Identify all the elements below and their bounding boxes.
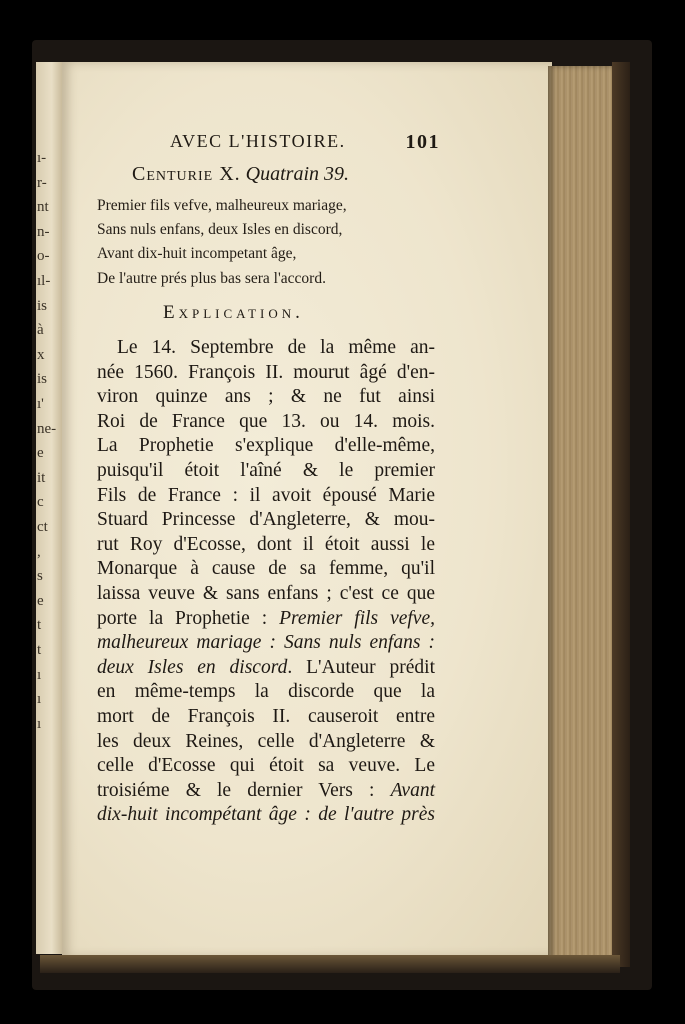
facing-page-fragment: t	[37, 642, 42, 658]
body-line: celle d'Ecosse qui étoit sa veuve. Le	[97, 755, 435, 777]
facing-page-fragment: nt	[37, 199, 49, 216]
quoted-verse: Premier fils vefve,	[279, 607, 435, 629]
body-line: en même-temps la discorde que la	[97, 681, 435, 703]
body-line: les deux Reines, celle d'Angleterre &	[97, 730, 435, 752]
facing-page-fragment: r-	[37, 174, 47, 191]
body-line	[97, 780, 435, 802]
explication-heading: Explication.	[163, 302, 304, 323]
facing-page-fragment: ı	[37, 691, 42, 708]
facing-page-fragment: e	[37, 445, 44, 462]
facing-page-fragment: ı	[37, 715, 42, 732]
body-text: troisiéme & le dernier Vers :	[97, 779, 391, 801]
facing-page-fragment: o-	[37, 248, 50, 265]
body-line: née 1560. François II. mourut âgé d'en-	[97, 361, 435, 383]
facing-page-fragment: n-	[37, 223, 50, 240]
body-text: porte la Prophetie :	[97, 607, 280, 629]
body-line: Fils de France : il avoit épousé Marie	[97, 484, 435, 506]
facing-page-fragment: s	[37, 568, 43, 585]
facing-page-fragment: ne-	[37, 420, 57, 437]
body-line: mort de François II. causeroit entre	[97, 706, 435, 727]
centurie-heading	[132, 163, 392, 186]
quoted-verse: malheureux mariage : Sans nuls enfans :	[97, 632, 435, 654]
facing-page-fragment: ı'	[37, 396, 44, 412]
body-line	[97, 608, 435, 630]
body-line: La Prophetie s'explique d'elle-même,	[97, 435, 435, 457]
facing-page-fragment: is	[37, 371, 48, 388]
verse-line: Sans nuls enfans, deux Isles en discord,	[97, 221, 343, 238]
facing-page-fragment: e	[37, 592, 44, 609]
facing-page-fragment: ı	[37, 666, 42, 683]
facing-page-fragment: x	[37, 346, 45, 363]
body-line: laissa veuve & sans enfans ; c'est ce que	[97, 583, 435, 604]
facing-page-fragment: ı-	[37, 150, 47, 166]
facing-page-fragment: à	[37, 322, 44, 339]
page-number: 101	[405, 131, 440, 153]
facing-page-fragment: it	[37, 469, 46, 486]
bottom-edge	[40, 955, 620, 973]
quoted-verse: Avant	[390, 779, 435, 801]
running-title: AVEC L'HISTOIRE.	[170, 131, 346, 151]
verse-line: Premier fils vefve, malheureux mariage,	[97, 197, 347, 214]
facing-page-fragment: is	[37, 297, 48, 314]
body-text: . L'Auteur prédit	[287, 656, 435, 678]
body-line: Stuard Princesse d'Angleterre, & mou-	[97, 509, 435, 531]
body-line: rut Roy d'Ecosse, dont il étoit aussi le	[97, 533, 435, 555]
facing-page-fragment: ct	[37, 519, 48, 535]
quoted-verse: deux Isles en discord	[97, 656, 288, 678]
verse-line: Avant dix-huit incompetant âge,	[97, 245, 297, 262]
body-line: Monarque à cause de sa femme, qu'il	[97, 558, 435, 580]
quatrain-label: Quatrain 39.	[245, 163, 350, 185]
running-head	[170, 131, 440, 154]
centurie-label: Centurie X.	[132, 163, 241, 185]
verse-line: De l'autre prés plus bas sera l'accord.	[97, 270, 326, 287]
facing-page-edge	[36, 62, 62, 954]
body-line: puisqu'il étoit l'aîné & le premier	[97, 460, 435, 481]
binding-edge	[612, 62, 630, 967]
body-line	[97, 804, 435, 826]
body-line	[97, 632, 435, 654]
body-line: viron quinze ans ; & ne fut ainsi	[97, 386, 435, 408]
quoted-verse: dix-huit incompétant âge : de l'autre près	[97, 804, 435, 826]
facing-page-fragment: ,	[37, 543, 41, 560]
facing-page-fragment: c	[37, 494, 44, 511]
body-line	[97, 657, 435, 679]
body-line: Roi de France que 13. ou 14. mois.	[97, 410, 435, 432]
facing-page-fragment: t	[37, 617, 42, 634]
page-fore-edge	[548, 66, 618, 966]
facing-page-fragment: ıl-	[37, 273, 51, 289]
body-line: Le 14. Septembre de la même an-	[117, 337, 435, 358]
